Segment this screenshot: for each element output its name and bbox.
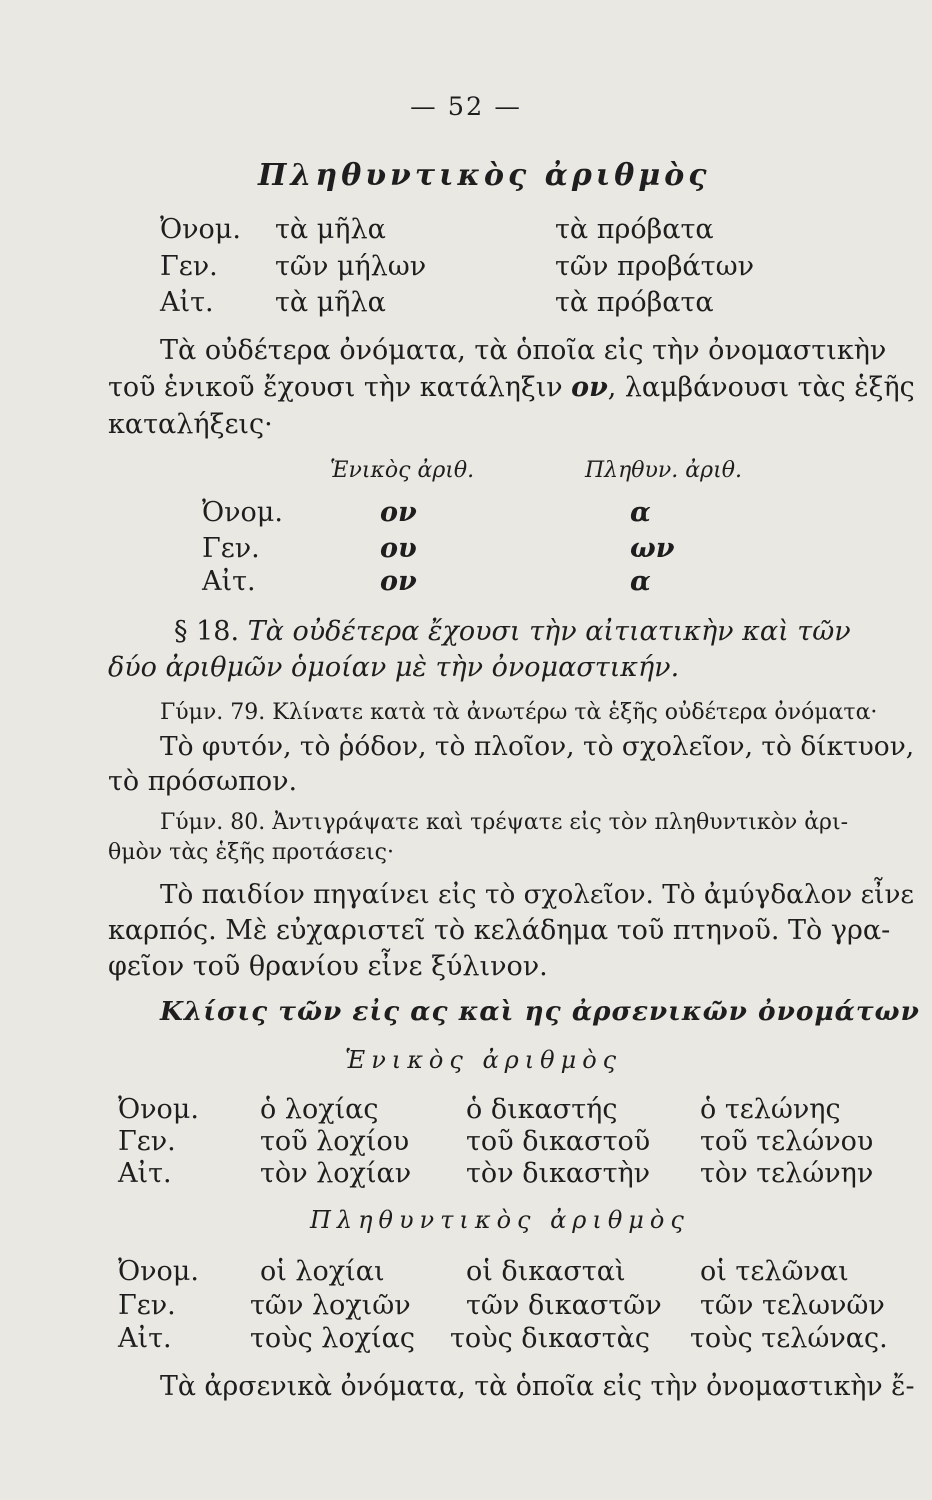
exercise-line: Τὸ παιδίον πηγαίνει εἰς τὸ σχολεῖον. Τὸ ἀμύγδαλον εἶνε: [160, 880, 915, 910]
form-cell: τὰ μῆλα: [275, 214, 386, 245]
exercise-line: φεῖον τοῦ θρανίου εἶνε ξύλινον.: [108, 951, 548, 982]
ending-cell: α: [630, 497, 651, 528]
exercise-80-heading: Γύμν. 80. Ἀντιγράψατε καὶ τρέψατε εἰς τὸν πληθυντικὸν ἀρι-: [160, 810, 849, 835]
form-cell: οἱ τελῶναι: [700, 1256, 849, 1287]
paragraph-line: Τὰ ἀρσενικὰ ὀνόματα, τὰ ὁποῖα εἰς τὴν ὀνομαστικὴν ἔ-: [160, 1371, 915, 1402]
form-cell: τὸν τελώνην: [700, 1158, 874, 1189]
case-label: Αἰτ.: [118, 1323, 172, 1354]
paragraph-line: καταλήξεις·: [108, 409, 273, 440]
form-cell: τοὺς τελώνας.: [690, 1323, 888, 1354]
form-cell: τὸν λοχίαν: [260, 1158, 412, 1189]
form-cell: τὰ πρόβατα: [555, 287, 714, 318]
form-cell: τῶν δικαστῶν: [466, 1290, 662, 1321]
form-cell: τῶν τελωνῶν: [700, 1290, 885, 1321]
singular-subheading: Ἑνικὸς ἀριθμὸς: [345, 1046, 623, 1074]
form-cell: ὁ λοχίας: [260, 1094, 379, 1125]
form-cell: τὰ πρόβατα: [555, 214, 714, 245]
form-cell: τὸν δικαστὴν: [466, 1158, 651, 1189]
case-label: Ὀνομ.: [118, 1256, 199, 1287]
form-cell: τῶν μήλων: [275, 251, 427, 282]
case-label: Αἰτ.: [118, 1158, 172, 1189]
page-number: — 52 —: [410, 92, 522, 122]
exercise-line: καρπός. Μὲ εὐχαριστεῖ τὸ κελάδημα τοῦ πτηνοῦ. Τὸ γρα-: [108, 915, 891, 946]
case-label: Αἰτ.: [202, 566, 256, 597]
form-cell: οἱ δικασταὶ: [466, 1256, 626, 1287]
case-label: Γεν.: [160, 251, 218, 282]
case-label: Γεν.: [202, 533, 260, 564]
masculine-heading: Κλίσις τῶν εἰς ας καὶ ης ἀρσενικῶν ὀνομάτων: [160, 996, 920, 1027]
ending-cell: ον: [380, 566, 417, 597]
exercise-79-heading: Γύμν. 79. Κλίνατε κατὰ τὰ ἀνωτέρω τὰ ἑξῆς οὐδέτερα ὀνόματα·: [160, 700, 878, 725]
ending-cell: ου: [380, 533, 417, 564]
form-cell: οἱ λοχίαι: [260, 1256, 385, 1287]
paragraph-line: [108, 372, 915, 403]
exercise-line: θμὸν τὰς ἑξῆς προτάσεις·: [108, 840, 394, 865]
ending-cell: α: [630, 566, 651, 597]
header-plural: Πληθυν. ἀριθ.: [585, 458, 742, 483]
case-label: Ὀνομ.: [160, 214, 241, 245]
paragraph-line: Τὰ οὐδέτερα ὀνόματα, τὰ ὁποῖα εἰς τὴν ὀνομαστικὴν: [160, 335, 887, 366]
case-label: Γεν.: [118, 1290, 176, 1321]
case-label: Ὀνομ.: [202, 497, 283, 528]
plural-subheading: Πληθυντικὸς ἀριθμὸς: [310, 1206, 690, 1234]
form-cell: τοὺς δικαστὰς: [450, 1323, 650, 1354]
rule-18-line: [174, 616, 851, 647]
exercise-line: τὸ πρόσωπον.: [108, 766, 298, 797]
rule-18-line: δύο ἀριθμῶν ὁμοίαν μὲ τὴν ὀνομαστικήν.: [108, 652, 680, 683]
plural-heading: Πληθυντικὸς ἀριθμὸς: [258, 158, 711, 193]
form-cell: τὰ μῆλα: [275, 287, 386, 318]
case-label: Ὀνομ.: [118, 1094, 199, 1125]
ending-bold: ον: [571, 372, 608, 403]
text-run: , λαμβάνουσι τὰς ἑξῆς: [607, 372, 915, 403]
form-cell: τοὺς λοχίας: [250, 1323, 415, 1354]
form-cell: τῶν λοχιῶν: [250, 1290, 411, 1321]
ending-cell: ων: [630, 533, 675, 564]
rule-number: § 18.: [174, 616, 240, 647]
form-cell: ὁ δικαστής: [466, 1094, 618, 1125]
rule-text: Τὰ οὐδέτερα ἔχουσι τὴν αἰτιατικὴν καὶ τῶν: [247, 616, 851, 647]
form-cell: τοῦ λοχίου: [260, 1126, 410, 1157]
case-label: Γεν.: [118, 1126, 176, 1157]
text-run: τοῦ ἑνικοῦ ἔχουσι τὴν κατάληξιν: [108, 372, 572, 403]
case-label: Αἰτ.: [160, 287, 214, 318]
form-cell: ὁ τελώνης: [700, 1094, 841, 1125]
exercise-line: Τὸ φυτόν, τὸ ῥόδον, τὸ πλοῖον, τὸ σχολεῖον, τὸ δίκτυον,: [160, 731, 915, 762]
form-cell: τοῦ τελώνου: [700, 1126, 874, 1157]
ending-cell: ον: [380, 497, 417, 528]
form-cell: τῶν προβάτων: [555, 251, 755, 282]
header-singular: Ἑνικὸς ἀριθ.: [330, 458, 475, 483]
form-cell: τοῦ δικαστοῦ: [466, 1126, 651, 1157]
